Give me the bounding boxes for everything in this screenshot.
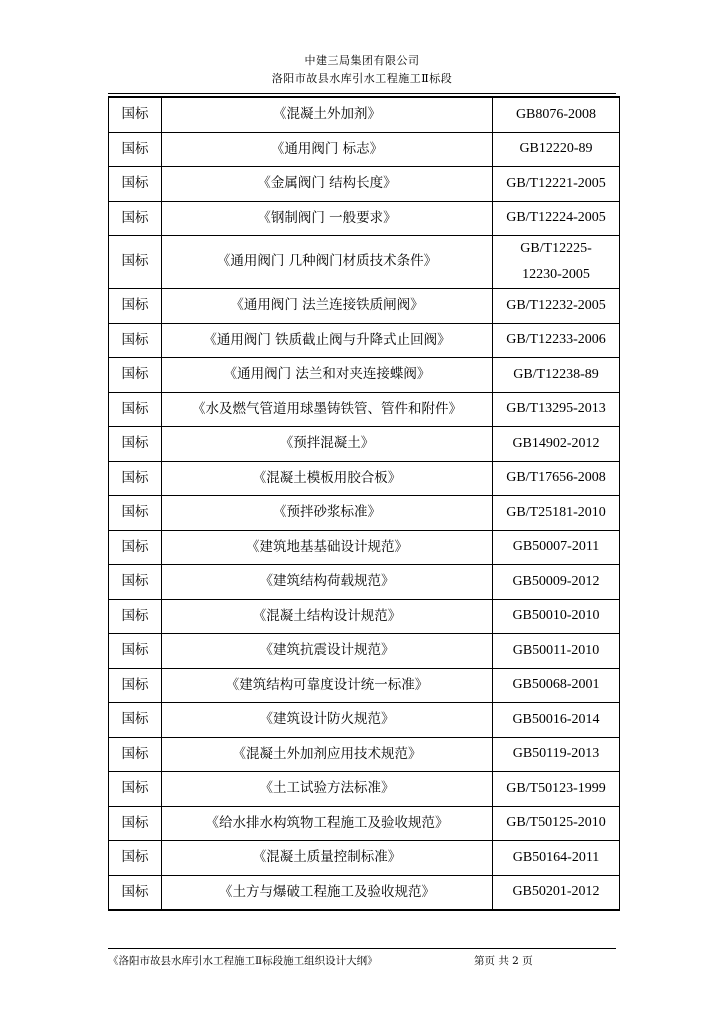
row-standard-title: 《预拌混凝土》 xyxy=(162,427,493,462)
row-standard-code: GB50201-2012 xyxy=(493,875,620,910)
row-standard-code: GB/T12238-89 xyxy=(493,358,620,393)
row-standard-title: 《土方与爆破工程施工及验收规范》 xyxy=(162,875,493,910)
row-category: 国标 xyxy=(109,323,162,358)
table-row xyxy=(109,806,620,841)
row-category: 国标 xyxy=(109,392,162,427)
table-row xyxy=(109,236,620,289)
row-standard-code: GB/T12233-2006 xyxy=(493,323,620,358)
footer-document-title: 《洛阳市故县水库引水工程施工Ⅱ标段施工组织设计大纲》 xyxy=(108,955,378,967)
table-row xyxy=(109,668,620,703)
row-standard-code: GB/T12224-2005 xyxy=(493,201,620,236)
row-category: 国标 xyxy=(109,496,162,531)
table-row xyxy=(109,703,620,738)
row-standard-title: 《通用阀门 标志》 xyxy=(162,132,493,167)
row-standard-code: GB/T25181-2010 xyxy=(493,496,620,531)
row-category: 国标 xyxy=(109,427,162,462)
table-row xyxy=(109,358,620,393)
table-row xyxy=(109,841,620,876)
row-standard-code-line2: 12230-2005 xyxy=(522,267,590,282)
row-standard-title: 《建筑结构可靠度设计统一标准》 xyxy=(162,668,493,703)
row-standard-title: 《通用阀门 铁质截止阀与升降式止回阀》 xyxy=(162,323,493,358)
table-row xyxy=(109,461,620,496)
row-standard-title: 《预拌砂浆标准》 xyxy=(162,496,493,531)
row-category: 国标 xyxy=(109,236,162,289)
row-category: 国标 xyxy=(109,875,162,910)
row-category: 国标 xyxy=(109,289,162,324)
row-category: 国标 xyxy=(109,461,162,496)
table-row xyxy=(109,772,620,807)
row-standard-title: 《混凝土结构设计规范》 xyxy=(162,599,493,634)
row-standard-code: GB14902-2012 xyxy=(493,427,620,462)
row-standard-code: GB8076-2008 xyxy=(493,97,620,132)
row-standard-title: 《混凝土模板用胶合板》 xyxy=(162,461,493,496)
table-row xyxy=(109,132,620,167)
table-row xyxy=(109,875,620,910)
table-row xyxy=(109,530,620,565)
table-row xyxy=(109,599,620,634)
row-standard-code: GB50119-2013 xyxy=(493,737,620,772)
header-project: 洛阳市故县水库引水工程施工Ⅱ标段 xyxy=(271,72,453,85)
table-row xyxy=(109,496,620,531)
row-standard-code: GB50007-2011 xyxy=(493,530,620,565)
row-standard-title: 《土工试验方法标准》 xyxy=(162,772,493,807)
row-standard-code: GB50011-2010 xyxy=(493,634,620,669)
row-category: 国标 xyxy=(109,565,162,600)
standards-table xyxy=(108,96,620,911)
row-category: 国标 xyxy=(109,841,162,876)
row-standard-code: GB/T13295-2013 xyxy=(493,392,620,427)
table-row xyxy=(109,201,620,236)
footer-divider xyxy=(108,948,616,949)
header-company: 中建三局集团有限公司 xyxy=(304,54,420,67)
table-row xyxy=(109,634,620,669)
row-category: 国标 xyxy=(109,806,162,841)
row-standard-code: GB50164-2011 xyxy=(493,841,620,876)
row-standard-code: GB50010-2010 xyxy=(493,599,620,634)
row-standard-code: GB/T17656-2008 xyxy=(493,461,620,496)
table-row xyxy=(109,565,620,600)
table-row xyxy=(109,737,620,772)
row-standard-title: 《混凝土外加剂应用技术规范》 xyxy=(162,737,493,772)
row-category: 国标 xyxy=(109,530,162,565)
row-standard-title: 《给水排水构筑物工程施工及验收规范》 xyxy=(162,806,493,841)
row-category: 国标 xyxy=(109,97,162,132)
row-standard-code: GB/T50125-2010 xyxy=(493,806,620,841)
table-row xyxy=(109,167,620,202)
table-row xyxy=(109,289,620,324)
row-category: 国标 xyxy=(109,201,162,236)
row-standard-title: 《混凝土质量控制标准》 xyxy=(162,841,493,876)
header-divider xyxy=(108,93,616,94)
footer-page-info: 第页 共 2 页 xyxy=(474,955,533,967)
row-standard-title: 《钢制阀门 一般要求》 xyxy=(162,201,493,236)
row-standard-title: 《通用阀门 法兰和对夹连接蝶阀》 xyxy=(162,358,493,393)
row-standard-code: GB/T12232-2005 xyxy=(493,289,620,324)
row-category: 国标 xyxy=(109,634,162,669)
table-row xyxy=(109,323,620,358)
row-category: 国标 xyxy=(109,358,162,393)
row-standard-title: 《金属阀门 结构长度》 xyxy=(162,167,493,202)
row-standard-title: 《通用阀门 法兰连接铁质闸阀》 xyxy=(162,289,493,324)
table-row xyxy=(109,427,620,462)
row-standard-title: 《建筑设计防火规范》 xyxy=(162,703,493,738)
table-row xyxy=(109,392,620,427)
row-category: 国标 xyxy=(109,737,162,772)
row-standard-code: GB50009-2012 xyxy=(493,565,620,600)
row-standard-title: 《建筑抗震设计规范》 xyxy=(162,634,493,669)
row-category: 国标 xyxy=(109,599,162,634)
row-standard-code: GB50016-2014 xyxy=(493,703,620,738)
row-standard-code: GB50068-2001 xyxy=(493,668,620,703)
row-standard-code: GB/T12221-2005 xyxy=(493,167,620,202)
row-standard-code: GB/T50123-1999 xyxy=(493,772,620,807)
row-standard-code: GB12220-89 xyxy=(493,132,620,167)
row-category: 国标 xyxy=(109,772,162,807)
row-standard-title: 《水及燃气管道用球墨铸铁管、管件和附件》 xyxy=(162,392,493,427)
row-standard-title: 《建筑地基基础设计规范》 xyxy=(162,530,493,565)
row-category: 国标 xyxy=(109,668,162,703)
row-standard-code xyxy=(493,236,620,289)
row-category: 国标 xyxy=(109,703,162,738)
row-category: 国标 xyxy=(109,132,162,167)
row-standard-code-line1: GB/T12225- xyxy=(520,241,592,256)
row-standard-title: 《通用阀门 几种阀门材质技术条件》 xyxy=(162,236,493,289)
table-row xyxy=(109,97,620,132)
row-category: 国标 xyxy=(109,167,162,202)
row-standard-title: 《建筑结构荷载规范》 xyxy=(162,565,493,600)
row-standard-title: 《混凝土外加剂》 xyxy=(162,97,493,132)
